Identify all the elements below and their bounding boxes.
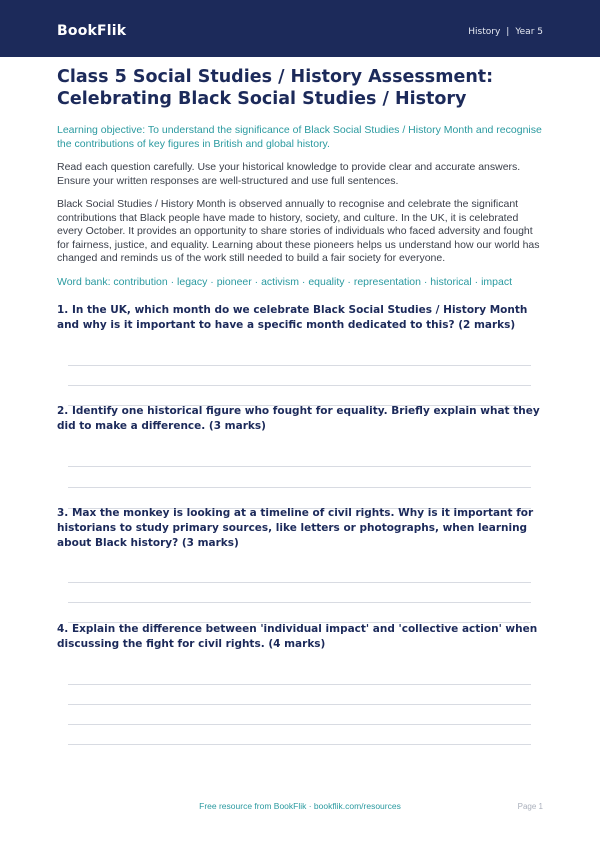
page-header <box>0 0 600 57</box>
question-4 <box>57 622 543 652</box>
question-3 <box>57 506 543 551</box>
learning-objective: Learning objective: To understand the significance of Black Social Studies / History Month and recognise the contributions of key figures in British and global history. <box>57 124 542 150</box>
answer-line[interactable] <box>68 487 531 488</box>
answer-line[interactable] <box>68 684 531 685</box>
answer-line[interactable] <box>68 744 531 745</box>
instructions-text: Read each question carefully. Use your historical knowledge to provide clear and accurate answers. Ensure your written responses are well-structured and use full sentences. <box>57 161 521 187</box>
page-title: Class 5 Social Studies / History Assessment: Celebrating Black Social Studies / History <box>57 67 494 109</box>
answer-line[interactable] <box>68 365 531 366</box>
answer-line[interactable] <box>68 466 531 467</box>
header-meta <box>468 27 543 37</box>
question-text: 4. Explain the difference between 'individual impact' and 'collective action' when discussing the fight for civil rights. (4 marks) <box>57 623 538 650</box>
meta-separator: | <box>506 27 510 37</box>
subject-label: History <box>468 27 501 37</box>
answer-line[interactable] <box>68 582 531 583</box>
year-label: Year 5 <box>515 27 543 37</box>
word-bank: Word bank: contribution · legacy · pioneer · activism · equality · representation · historical · impact <box>57 275 512 288</box>
question-2 <box>57 404 543 434</box>
question-text: 2. Identify one historical figure who fought for equality. Briefly explain what they did to make a difference. (3 marks) <box>57 405 540 432</box>
intro-text: Black Social Studies / History Month is observed annually to recognise and celebrate the significant contributions that Black people have made to history, society, and culture. In the UK, it is celebrated every October. It provides an opportunity to share stories of individuals who faced adversity and fought for fairness, justice, and equality. Learning about these pioneers helps us understand how our world has changed and reminds us of the work still needed to build a fair society for everyone. <box>57 198 540 264</box>
question-text: 1. In the UK, which month do we celebrate Black Social Studies / History Month and why is it important to have a specific month dedicated to this? (2 marks) <box>57 304 528 331</box>
answer-line[interactable] <box>68 704 531 705</box>
footer-resource-link[interactable]: Free resource from BookFlik · bookflik.com/resources <box>199 801 401 811</box>
brand-logo[interactable]: BookFlik <box>57 23 127 39</box>
answer-line[interactable] <box>68 602 531 603</box>
answer-line[interactable] <box>68 724 531 725</box>
intro-section <box>57 66 543 289</box>
page-number: Page 1 <box>517 802 543 811</box>
answer-line[interactable] <box>68 385 531 386</box>
question-1 <box>57 303 543 333</box>
question-text: 3. Max the monkey is looking at a timeline of civil rights. Why is it important for historians to study primary sources, like letters or photographs, when learning about Black history? (3 marks) <box>57 507 534 549</box>
